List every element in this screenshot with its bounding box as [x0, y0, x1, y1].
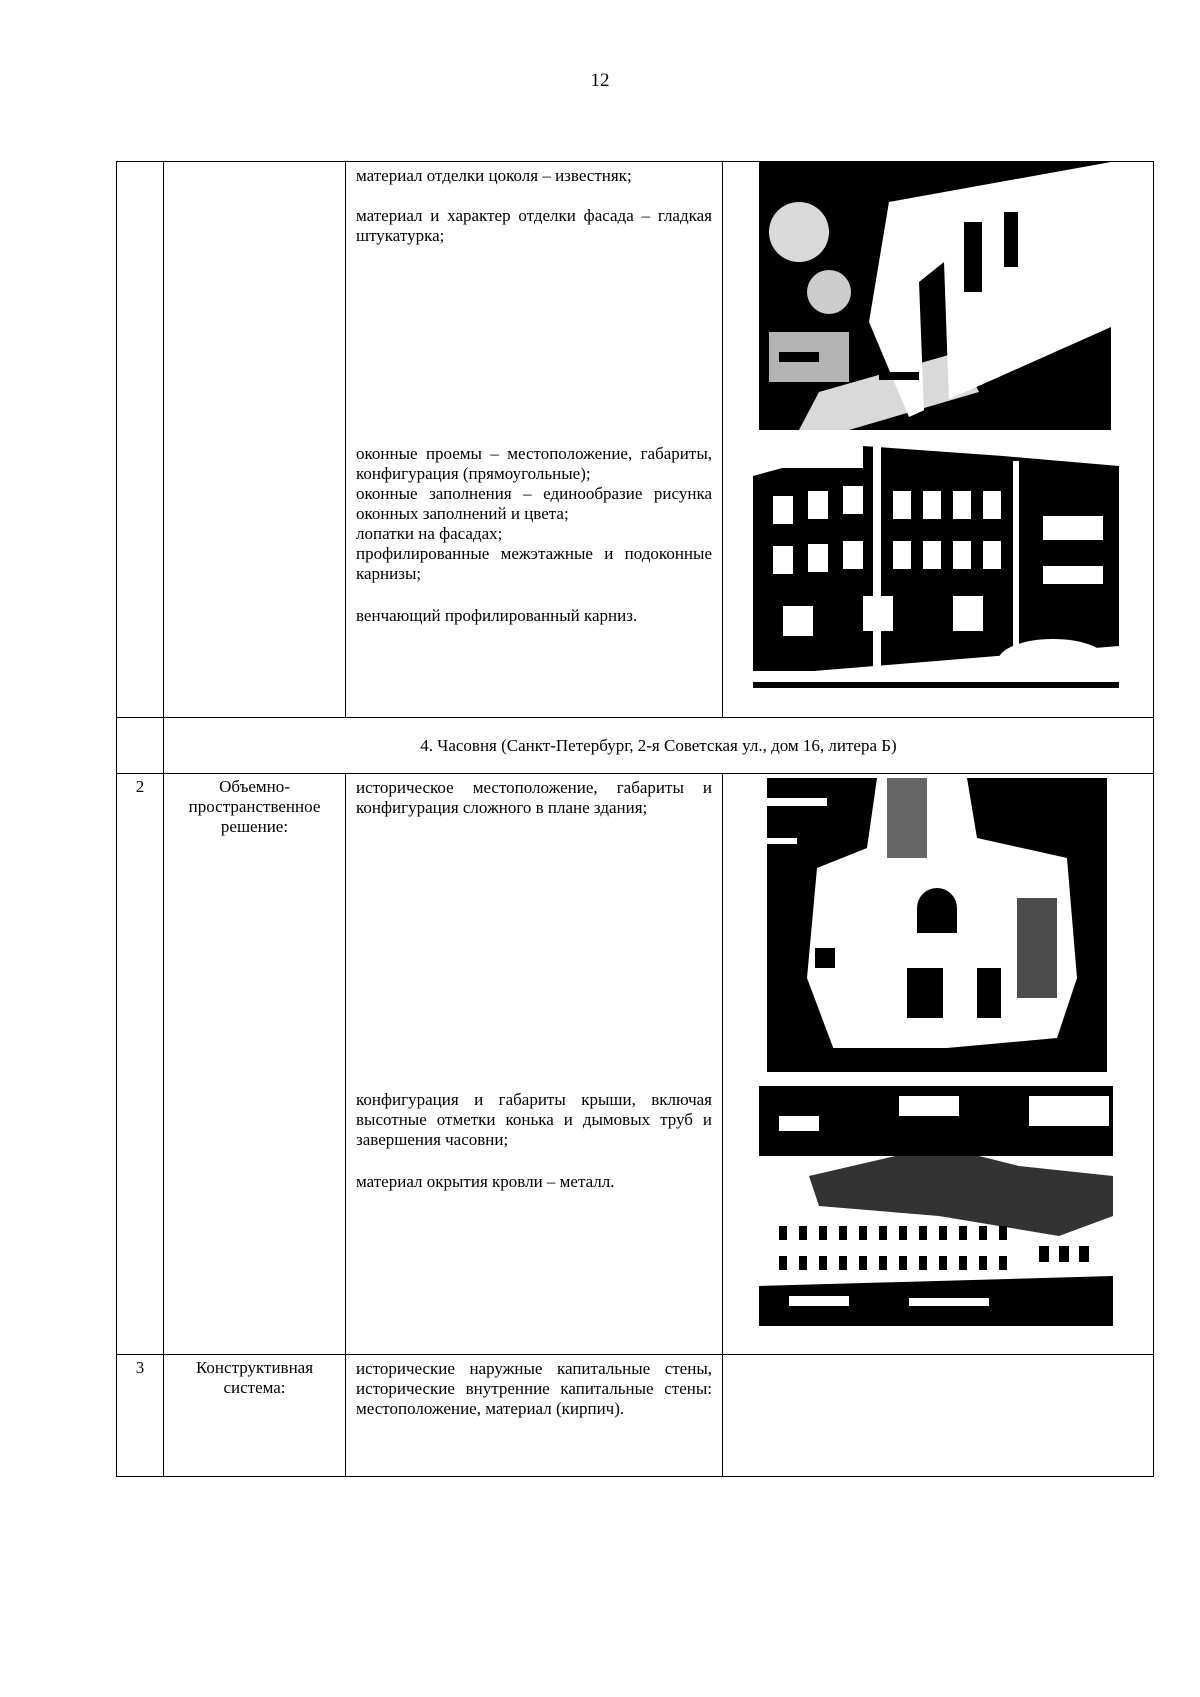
cell-photos [723, 162, 1154, 718]
row-category: Объемно-пространственное решение: [164, 774, 346, 1355]
cell-features [346, 1355, 723, 1477]
cell-features [346, 162, 723, 718]
feature-text: материал и характер отделки фасада – гладкая штукатурка; [356, 206, 712, 245]
facade-windows-photo [753, 446, 1119, 702]
feature-text: профилированные межэтажные и подоконные карнизы; [356, 544, 712, 583]
cell-category-empty [164, 162, 346, 718]
page-number: 12 [590, 70, 610, 91]
cell-photos [723, 774, 1154, 1355]
feature-text: лопатки на фасадах; [356, 524, 503, 543]
cell-num-empty [117, 718, 164, 774]
table-row [117, 1355, 1154, 1477]
feature-text: оконные проемы – местоположение, габариты, конфигурация (прямоугольные); [356, 444, 712, 483]
row-number: 3 [117, 1355, 164, 1477]
cell-photos-empty [723, 1355, 1154, 1477]
feature-text: венчающий профилированный карниз. [356, 606, 638, 625]
chapel-photo [767, 778, 1107, 1072]
cell-num-empty [117, 162, 164, 718]
table-row [117, 774, 1154, 1355]
row-category: Конструктивная система: [164, 1355, 346, 1477]
features-table [116, 161, 1154, 1477]
feature-text: материал окрытия кровли – металл. [356, 1172, 615, 1191]
feature-text: конфигурация и габариты крыши, включая высотные отметки конька и дымовых труб и завершения часовни; [356, 1090, 712, 1149]
table-row-continued [117, 162, 1154, 718]
feature-text: историческое местоположение, габариты и конфигурация сложного в плане здания; [356, 778, 712, 817]
feature-text: материал отделки цоколя – известняк; [356, 166, 632, 185]
feature-text: оконные заполнения – единообразие рисунка оконных заполнений и цвета; [356, 484, 712, 523]
cell-features [346, 774, 723, 1355]
section-title: 4. Часовня (Санкт-Петербург, 2-я Советская ул., дом 16, литера Б) [164, 718, 1154, 774]
table-row-section [117, 718, 1154, 774]
row-number: 2 [117, 774, 164, 1355]
facade-photo [759, 162, 1111, 430]
roof-aerial-photo [759, 1086, 1113, 1326]
feature-text: исторические наружные капитальные стены, исторические внутренние капитальные стены: местоположение, материал (кирпич). [356, 1359, 712, 1418]
